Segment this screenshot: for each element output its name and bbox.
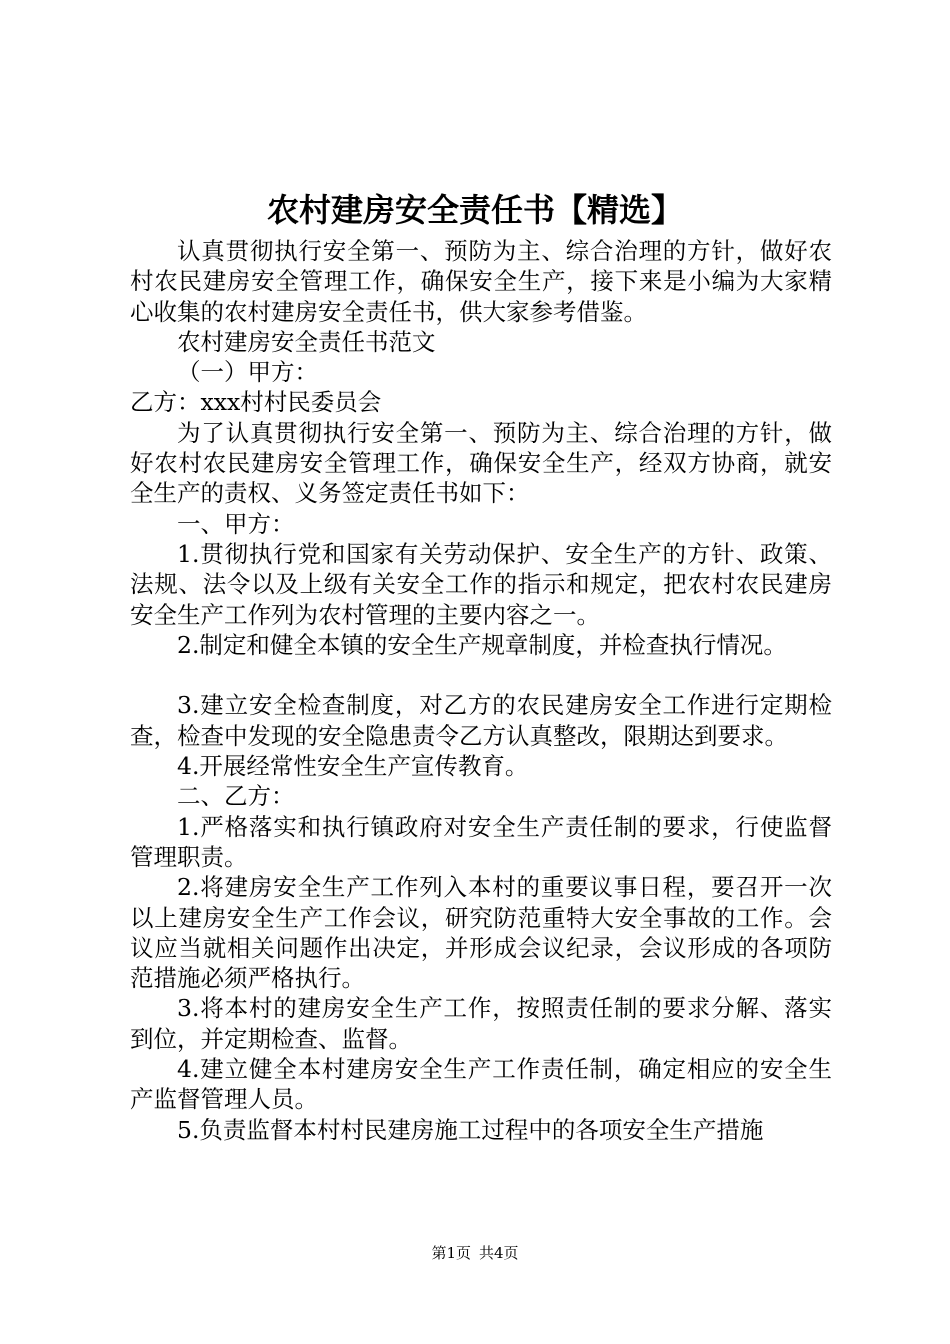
party-b-item-5: 5.负责监督本村村民建房施工过程中的各项安全生产措施 bbox=[177, 1115, 764, 1144]
document-body bbox=[130, 236, 832, 1145]
party-b-line: 乙方：xxx村村民委员会 bbox=[130, 388, 382, 417]
page-footer bbox=[0, 1243, 950, 1263]
intro-paragraph: 认真贯彻执行安全第一、预防为主、综合治理的方针，做好农村农民建房安全管理工作，确保安全生产，接下来是小编为大家精心收集的农村建房安全责任书，供大家参考借鉴。 bbox=[130, 237, 832, 326]
party-a-line: （一）甲方： bbox=[177, 358, 318, 387]
page-number: 第1页 bbox=[431, 1244, 471, 1262]
document-title: 农村建房安全责任书【精选】 bbox=[266, 191, 683, 229]
party-b-item-1: 1.严格落实和执行镇政府对安全生产责任制的要求，行使监督管理职责。 bbox=[130, 812, 832, 871]
party-a-heading: 一、甲方： bbox=[177, 509, 295, 538]
party-a-item-1: 1.贯彻执行党和国家有关劳动保护、安全生产的方针、政策、法规、法令以及上级有关安全工作的指示和规定，把农村农民建房安全生产工作列为农村管理的主要内容之一。 bbox=[130, 539, 832, 629]
section-heading: 农村建房安全责任书范文 bbox=[177, 327, 436, 356]
party-b-item-3: 3.将本村的建房安全生产工作，按照责任制的要求分解、落实到位，并定期检查、监督。 bbox=[130, 994, 832, 1053]
party-b-item-2: 2.将建房安全生产工作列入本村的重要议事日程，要召开一次以上建房安全生产工作会议，研究防范重特大安全事故的工作。会议应当就相关问题作出决定，并形成会议纪录，会议形成的各项防范措施必须严格执行。 bbox=[130, 873, 832, 993]
party-a-item-3: 3.建立安全检查制度，对乙方的农民建房安全工作进行定期检查，检查中发现的安全隐患责令乙方认真整改，限期达到要求。 bbox=[130, 691, 832, 750]
party-b-item-4: 4.建立健全本村建房安全生产工作责任制，确定相应的安全生产监督管理人员。 bbox=[130, 1055, 832, 1114]
party-a-item-4: 4.开展经常性安全生产宣传教育。 bbox=[177, 752, 529, 781]
purpose-paragraph: 为了认真贯彻执行安全第一、预防为主、综合治理的方针，做好农村农民建房安全管理工作，确保安全生产，经双方协商，就安全生产的责权、义务签定责任书如下： bbox=[130, 418, 832, 508]
party-a-item-2: 2.制定和健全本镇的安全生产规章制度，并检查执行情况。 bbox=[177, 630, 787, 659]
page-total: 共4页 bbox=[479, 1244, 519, 1262]
party-b-heading: 二、乙方： bbox=[177, 782, 295, 811]
